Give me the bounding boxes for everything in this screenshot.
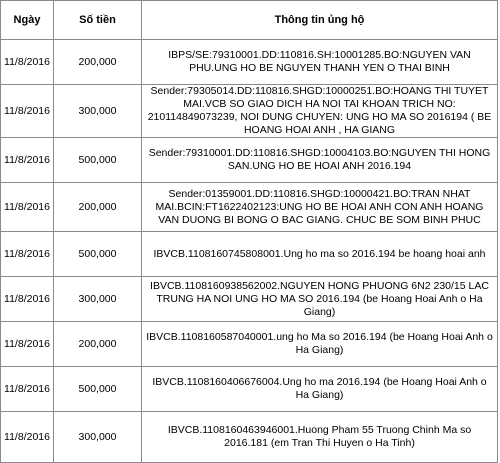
table-row <box>1 367 498 412</box>
row-info: IBVCB.1108160406676004.Ung ho ma 2016.194 (be Hoang Hoai Anh o Ha Giang) <box>142 367 498 412</box>
row-amount: 200,000 <box>54 40 142 85</box>
row-amount: 200,000 <box>54 183 142 232</box>
row-amount: 500,000 <box>54 138 142 183</box>
row-date: 11/8/2016 <box>1 138 54 183</box>
table-row <box>1 183 498 232</box>
row-info: IBPS/SE:79310001.DD:110816.SH:10001285.BO:NGUYEN VAN PHU.UNG HO BE NGUYEN THANH YEN O THAI BINH <box>142 40 498 85</box>
table-header-row <box>1 1 498 40</box>
row-date: 11/8/2016 <box>1 183 54 232</box>
table-row <box>1 138 498 183</box>
row-date: 11/8/2016 <box>1 367 54 412</box>
table-row <box>1 277 498 322</box>
row-amount: 300,000 <box>54 412 142 463</box>
row-date: 11/8/2016 <box>1 232 54 277</box>
row-amount: 500,000 <box>54 367 142 412</box>
header-info: Thông tin ủng hộ <box>142 1 498 40</box>
row-date: 11/8/2016 <box>1 322 54 367</box>
row-info: Sender:79305014.DD:110816.SHGD:10000251.BO:HOANG THI TUYET MAI.VCB SO GIAO DICH HA NOI TAI KHOAN TRICH NO: 210114849073239, NOI DUNG CHUYEN: UNG HO MA SO 2016194 ( BE HOANG HOAI ANH , HA GIANG <box>142 85 498 138</box>
row-info: IBVCB.1108160745808001.Ung ho ma so 2016.194 be hoang hoai anh <box>142 232 498 277</box>
row-amount: 300,000 <box>54 85 142 138</box>
row-amount: 200,000 <box>54 322 142 367</box>
row-amount: 500,000 <box>54 232 142 277</box>
row-amount: 300,000 <box>54 277 142 322</box>
row-date: 11/8/2016 <box>1 277 54 322</box>
row-info: Sender:79310001.DD:110816.SHGD:10004103.BO:NGUYEN THI HONG SAN.UNG HO BE HOAI ANH 2016.194 <box>142 138 498 183</box>
table-row <box>1 232 498 277</box>
table-row <box>1 40 498 85</box>
row-info: IBVCB.1108160938562002.NGUYEN HONG PHUONG 6N2 230/15 LAC TRUNG HA NOI UNG HO MA SO 2016.194 (be Hoang Hoai Anh o Ha Giang) <box>142 277 498 322</box>
row-date: 11/8/2016 <box>1 85 54 138</box>
table-row <box>1 85 498 138</box>
row-info: IBVCB.1108160463946001.Huong Pham 55 Truong Chinh Ma so 2016.181 (em Tran Thi Huyen o Ha Tinh) <box>142 412 498 463</box>
table-row <box>1 412 498 463</box>
row-date: 11/8/2016 <box>1 40 54 85</box>
header-date: Ngày <box>1 1 54 40</box>
row-date: 11/8/2016 <box>1 412 54 463</box>
header-amount: Số tiền <box>54 1 142 40</box>
row-info: IBVCB.1108160587040001.ung ho Ma so 2016.194 (be Hoang Hoai Anh o Ha Giang) <box>142 322 498 367</box>
row-info: Sender:01359001.DD:110816.SHGD:10000421.BO:TRAN NHAT MAI.BCIN:FT1622402123:UNG HO BE HOAI ANH CON ANH HOANG VAN DUONG BI BONG O BAC GIANG. CHUC BE SOM BINH PHUC <box>142 183 498 232</box>
table-row <box>1 322 498 367</box>
